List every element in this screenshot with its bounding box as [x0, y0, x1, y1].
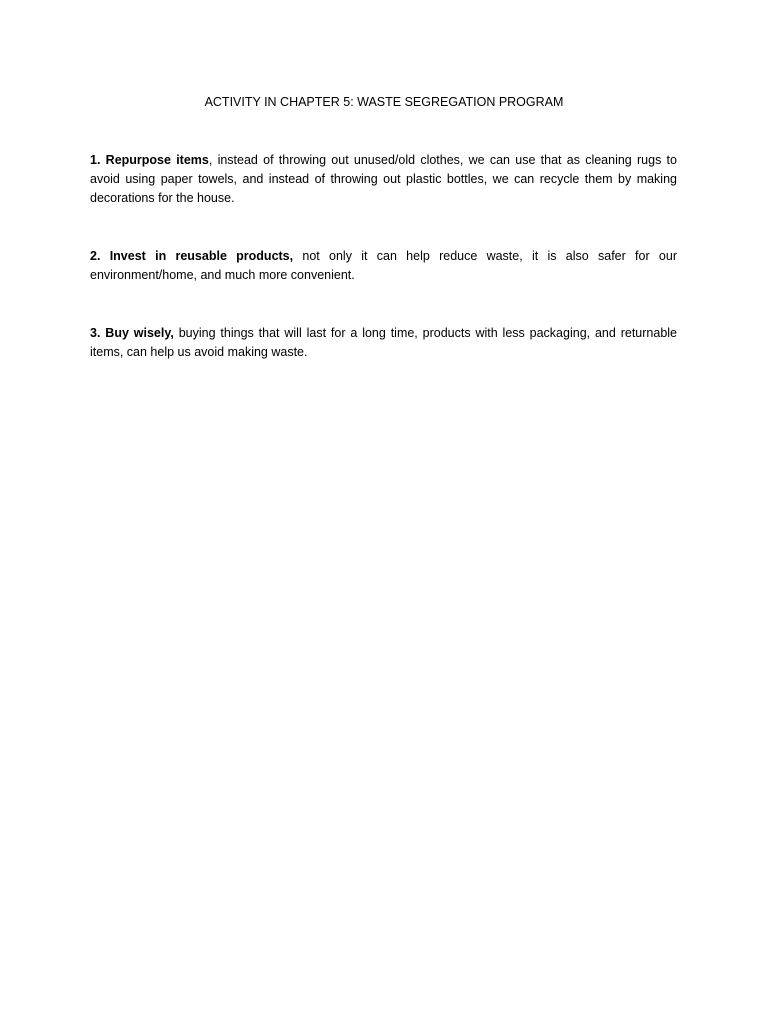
item-text: buying things that will last for a long time, products with less packaging, and returnable items, can help us avoid making waste.: [90, 326, 677, 359]
document-title: ACTIVITY IN CHAPTER 5: WASTE SEGREGATION PROGRAM: [204, 95, 564, 109]
item-text: , instead of throwing out unused/old clothes, we can use that as cleaning rugs to avoid using paper towels, and instead of throwing out plastic bottles, we can recycle them by making decorations for the house.: [90, 153, 677, 205]
list-item: [90, 151, 677, 207]
item-heading: 2. Invest in reusable products,: [90, 249, 294, 263]
list-item: [90, 324, 677, 362]
item-heading: 3. Buy wisely,: [90, 326, 174, 340]
item-heading: 1. Repurpose items: [90, 153, 209, 167]
item-text: not only it can help reduce waste, it is also safer for our environment/home, and much more convenient.: [90, 249, 677, 282]
list-item: [90, 247, 677, 285]
